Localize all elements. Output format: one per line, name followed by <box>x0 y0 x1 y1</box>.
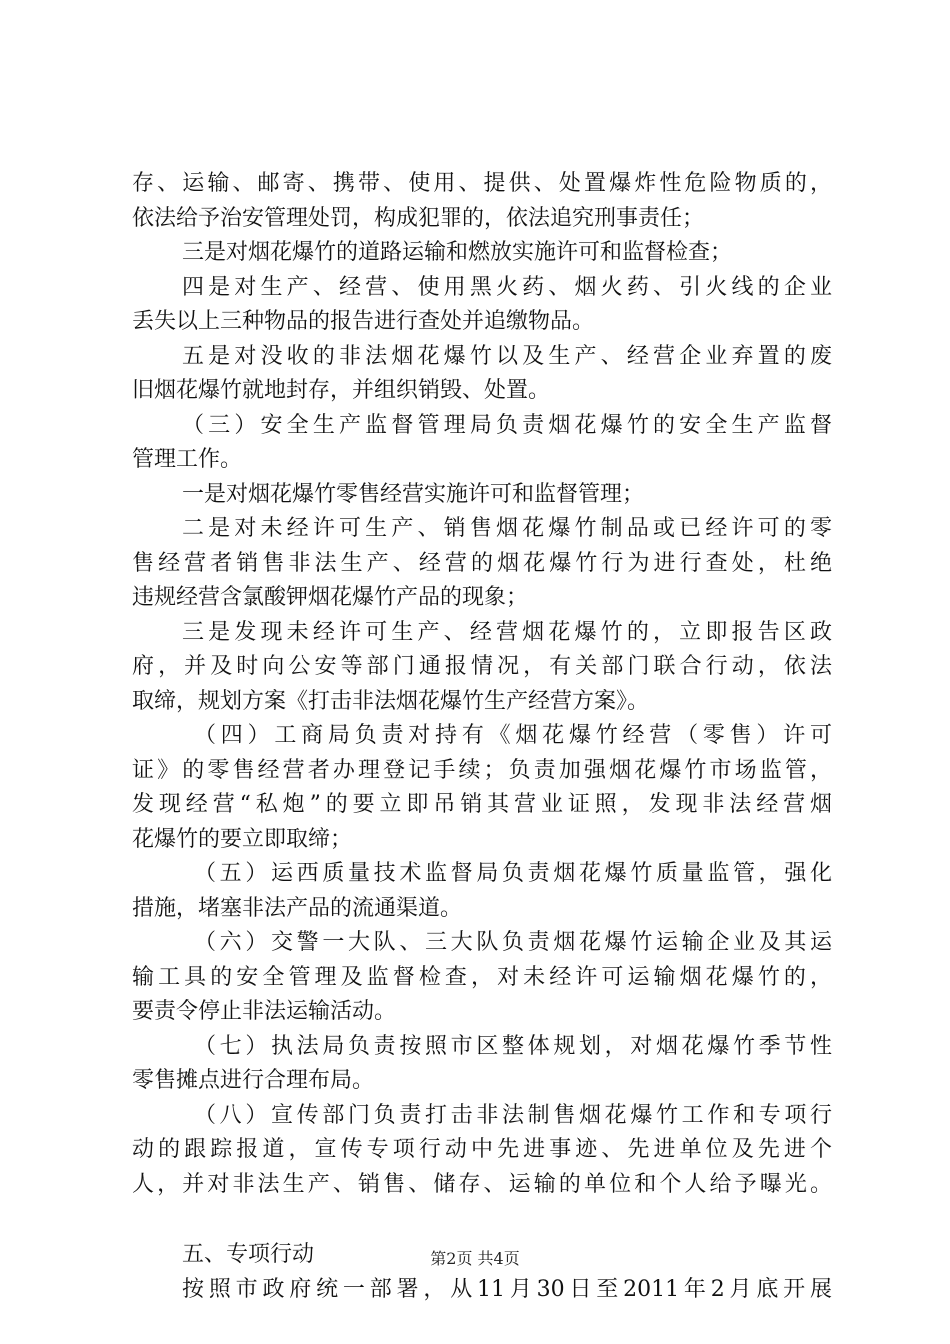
text-line: 售经营者销售非法生产、经营的烟花爆竹行为进行查处，杜绝 <box>132 550 832 576</box>
text-line: 取缔，规划方案《打击非法烟花爆竹生产经营方案》。 <box>132 688 650 714</box>
text-line: 府，并及时向公安等部门通报情况，有关部门联合行动，依法 <box>132 654 832 679</box>
text-line: 旧烟花爆竹就地封存，并组织销毁、处置。 <box>132 378 551 403</box>
text-line: 证》的零售经营者办理登记手续；负责加强烟花爆竹市场监管， <box>132 757 832 783</box>
text-line: 要责令停止非法运输活动。 <box>132 999 397 1024</box>
text-line: 一是对烟花爆竹零售经营实施许可和监督管理； <box>182 481 645 507</box>
paragraph-gap <box>132 1202 832 1238</box>
text-line: 五是对没收的非法烟花爆竹以及生产、经营企业弃置的废 <box>182 343 832 369</box>
section-heading-eight: （八）宣传部门负责打击非法制售烟花爆竹工作和专项行 <box>194 1102 832 1128</box>
text-line: 发现经营“私炮”的要立即吊销其营业证照，发现非法经营烟 <box>132 792 832 817</box>
text-line: 三是对烟花爆竹的道路运输和燃放实施许可和监督检查； <box>182 240 733 265</box>
text-line: 零售摊点进行合理布局。 <box>132 1068 375 1093</box>
text-line: 输工具的安全管理及监督检查，对未经许可运输烟花爆竹的， <box>132 964 832 990</box>
document-body <box>132 167 832 1307</box>
text-line: 二是对未经许可生产、销售烟花爆竹制品或已经许可的零 <box>182 516 832 541</box>
text-line: 依法给予治安管理处罚，构成犯罪的，依法追究刑事责任； <box>132 205 705 231</box>
text-line: 花爆竹的要立即取缔； <box>132 826 353 852</box>
text-line: 存、运输、邮寄、携带、使用、提供、处置爆炸性危险物质的， <box>132 171 832 196</box>
page-number-footer: 第2页 共4页 <box>430 1249 520 1268</box>
text-line: 措施，堵塞非法产品的流通渠道。 <box>132 895 463 921</box>
text-line: 丢失以上三种物品的报告进行查处并追缴物品。 <box>132 309 595 334</box>
section-heading-five: （五）运西质量技术监督局负责烟花爆竹质量监管，强化 <box>194 861 832 886</box>
text-line: 动的跟踪报道，宣传专项行动中先进事迹、先进单位及先进个 <box>132 1137 832 1162</box>
text-line: 人，并对非法生产、销售、储存、运输的单位和个人给予曝光。 <box>132 1171 832 1197</box>
text-line: 三是发现未经许可生产、经营烟花爆竹的，立即报告区政 <box>182 619 832 645</box>
section-heading-six: （六）交警一大队、三大队负责烟花爆竹运输企业及其运 <box>194 930 832 955</box>
section-heading-seven: （七）执法局负责按照市区整体规划，对烟花爆竹季节性 <box>194 1033 832 1059</box>
text-line: 四是对生产、经营、使用黑火药、烟火药、引火线的企业 <box>182 274 832 300</box>
section-heading-three: （三）安全生产监督管理局负责烟花爆竹的安全生产监督 <box>182 412 832 438</box>
text-line: 违规经营含氯酸钾烟花爆竹产品的现象； <box>132 585 529 610</box>
text-line: 按照市政府统一部署，从11月30日至2011年2月底开展 <box>182 1276 832 1302</box>
section-heading-four: （四）工商局负责对持有《烟花爆竹经营（零售）许可 <box>194 723 832 748</box>
text-line: 管理工作。 <box>132 447 243 472</box>
chapter-heading: 五、专项行动 <box>182 1242 315 1267</box>
